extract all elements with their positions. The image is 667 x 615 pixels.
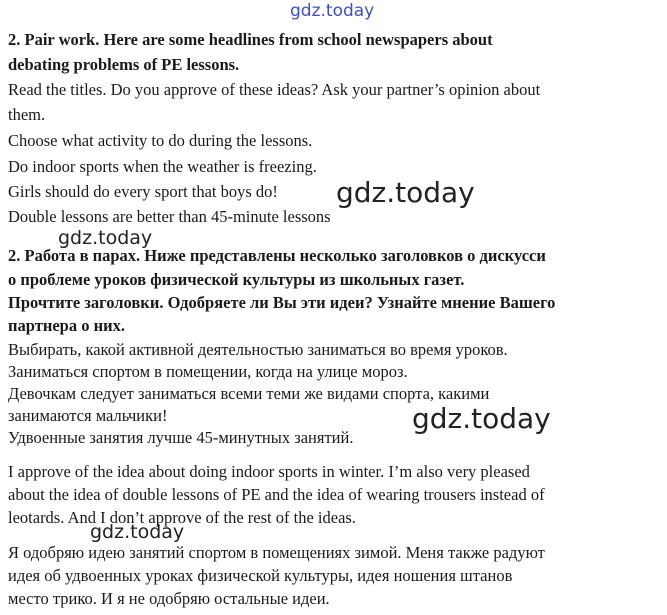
headline-item: Do indoor sports when the weather is freezing.: [8, 157, 317, 176]
task-ru-line: Девочкам следует заниматься всеми теми же видами спорта, какими: [8, 384, 490, 403]
answer-en-line: I approve of the idea about doing indoor sports in winter. I’m also very pleased: [8, 462, 530, 481]
task-ru-heading-line1: 2. Работа в парах. Ниже представлены несколько заголовков о дискусси: [8, 246, 546, 265]
task-ru-line: Удвоенные занятия лучше 45-минутных занятий.: [8, 428, 354, 447]
headline-item: Girls should do every sport that boys do!: [8, 182, 278, 201]
task-en-heading-line2: debating problems of PE lessons.: [8, 55, 240, 74]
answer-ru-line: идея об удвоенных уроках физической культуры, идея ношения штанов: [8, 566, 513, 585]
watermark-large-2: gdz.today: [412, 402, 551, 435]
answer-ru-line: место трико. И я не одобряю остальные идеи.: [8, 589, 330, 608]
task-ru-line: Заниматься спортом в помещении, когда на улице мороз.: [8, 362, 408, 381]
answer-en-line: about the idea of double lessons of PE and the idea of wearing trousers instead of: [8, 485, 545, 504]
watermark-top: gdz.today: [290, 1, 375, 21]
task-ru-line: занимаются мальчики!: [8, 406, 168, 425]
watermark-large-1: gdz.today: [336, 176, 475, 209]
answer-ru-line: Я одобряю идею занятий спортом в помещениях зимой. Меня также радуют: [8, 543, 545, 562]
task-en-heading-line1: 2. Pair work. Here are some headlines from school newspapers about: [8, 30, 493, 49]
headline-item: Choose what activity to do during the lessons.: [8, 131, 313, 150]
watermark-small-2: gdz.today: [90, 521, 185, 543]
headline-item: Double lessons are better than 45-minute lessons: [8, 207, 331, 226]
task-en-instruction-line2: them.: [8, 105, 46, 124]
task-ru-heading-line4: партнера о них.: [8, 316, 125, 335]
task-ru-heading-line3: Прочтите заголовки. Одобряете ли Вы эти идеи? Узнайте мнение Вашего: [8, 293, 556, 312]
task-ru-heading-line2: о проблеме уроков физической культуры из школьных газет.: [8, 270, 465, 289]
task-en-instruction-line1: Read the titles. Do you approve of these ideas? Ask your partner’s opinion about: [8, 80, 541, 99]
task-ru-line: Выбирать, какой активной деятельностью заниматься во время уроков.: [8, 340, 508, 359]
answer-en-line: leotards. And I don’t approve of the rest of the ideas.: [8, 508, 356, 527]
watermark-small-1: gdz.today: [58, 227, 153, 249]
